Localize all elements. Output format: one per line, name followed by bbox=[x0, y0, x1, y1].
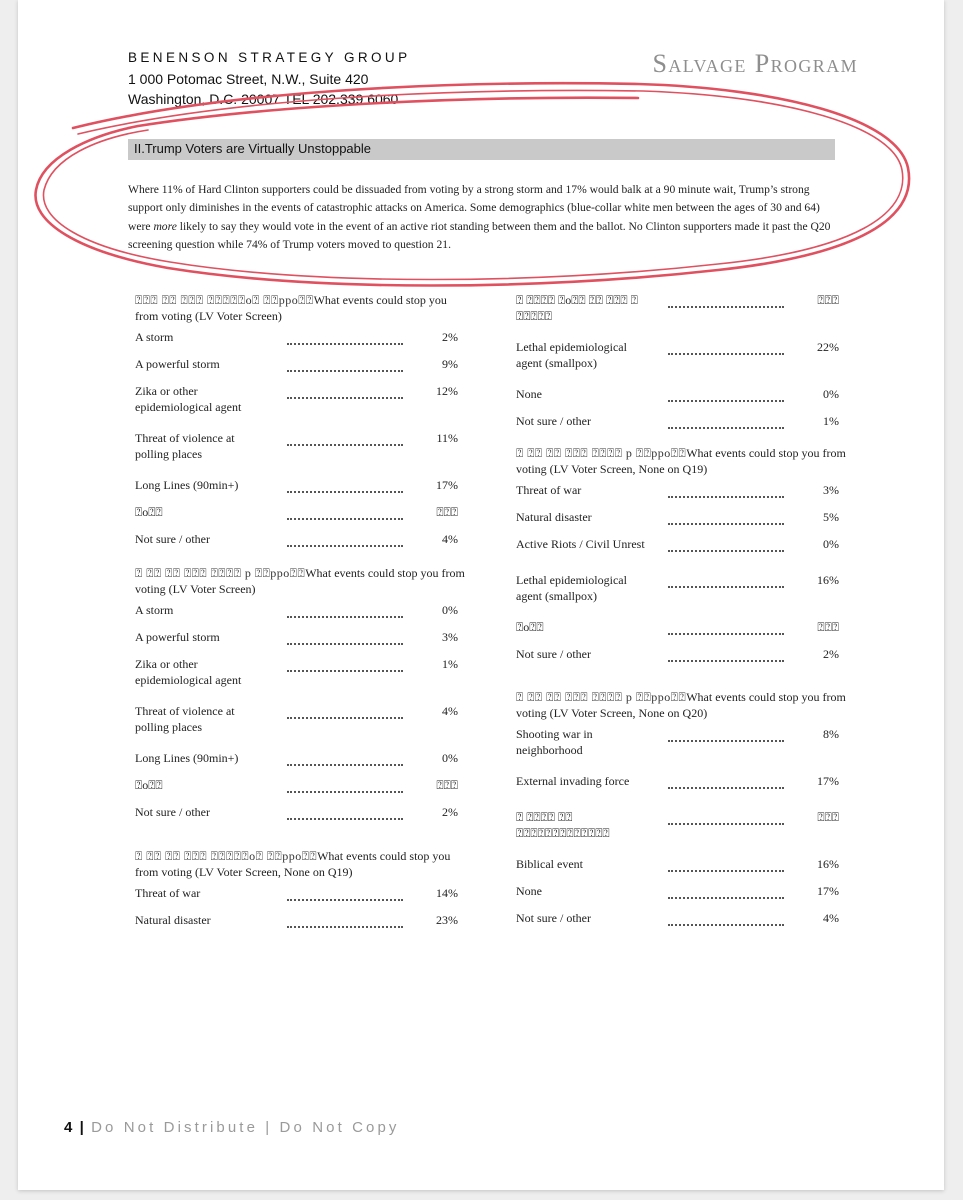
answer-percent: 0% bbox=[442, 751, 458, 765]
answer-row bbox=[135, 751, 465, 771]
address-line-1: 1 000 Potomac Street, N.W., Suite 420 bbox=[128, 71, 369, 87]
question-block-4 bbox=[516, 293, 846, 441]
answer-percent: 23% bbox=[436, 913, 458, 927]
answer-row bbox=[516, 620, 846, 640]
firm-name: BENENSON STRATEGY GROUP bbox=[128, 50, 411, 65]
program-title: Salvage Program bbox=[652, 49, 858, 78]
answer-row bbox=[135, 384, 465, 415]
dot-leader bbox=[668, 513, 784, 525]
answer-label: Shooting war in neighborhood bbox=[516, 727, 593, 757]
answer-row bbox=[516, 293, 846, 324]
answer-label: Active Riots / Civil Unrest bbox=[516, 537, 645, 551]
dot-leader bbox=[287, 781, 403, 793]
answer-percent: 3% bbox=[823, 483, 839, 497]
answer-percent: 2% bbox=[442, 805, 458, 819]
answer-row bbox=[135, 778, 465, 798]
dot-leader bbox=[287, 808, 403, 820]
question-label: What events could stop you from voting (LV Voter Screen) bbox=[135, 293, 447, 323]
answer-row bbox=[516, 387, 846, 407]
question-label: What events could stop you from voting (LV Voter Screen, None on Q19) bbox=[516, 446, 846, 476]
dot-leader bbox=[668, 417, 784, 429]
footer-text: Do Not Distribute | Do Not Copy bbox=[91, 1119, 400, 1136]
answer-percent: 12% bbox=[436, 384, 458, 398]
answer-row bbox=[516, 727, 846, 758]
answer-row bbox=[135, 913, 465, 933]
dot-leader bbox=[668, 914, 784, 926]
answer-label: ⍰ ⍰⍰⍰⍰ ⍰o⍰⍰ ⍰⍰ ⍰⍰⍰ ⍰ ⍰⍰⍰⍰⍰ bbox=[516, 293, 638, 323]
dot-leader bbox=[668, 730, 784, 742]
dot-leader bbox=[668, 486, 784, 498]
answer-percent: 4% bbox=[442, 532, 458, 546]
answer-row bbox=[516, 537, 846, 557]
garbled-question-id: ⍰⍰⍰ ⍰⍰ ⍰⍰⍰ ⍰⍰⍰⍰⍰o⍰ ⍰⍰ppo⍰⍰ bbox=[135, 293, 314, 307]
question-block-1 bbox=[135, 293, 465, 559]
answer-label: A storm bbox=[135, 603, 174, 617]
question-label: What events could stop you from voting (LV Voter Screen, None on Q19) bbox=[135, 849, 451, 879]
answer-label: Not sure / other bbox=[135, 805, 210, 819]
answer-percent: 17% bbox=[817, 774, 839, 788]
question-label: What events could stop you from voting (LV Voter Screen, None on Q20) bbox=[516, 690, 846, 720]
answer-row bbox=[135, 704, 465, 735]
dot-leader bbox=[287, 333, 403, 345]
question-label: What events could stop you from voting (LV Voter Screen) bbox=[135, 566, 465, 596]
answer-label: Natural disaster bbox=[516, 510, 592, 524]
dot-leader bbox=[668, 390, 784, 402]
dot-leader bbox=[668, 343, 784, 355]
answer-row bbox=[516, 857, 846, 877]
answer-label: Lethal epidemiological agent (smallpox) bbox=[516, 573, 627, 603]
dot-leader bbox=[287, 387, 403, 399]
dot-leader bbox=[668, 623, 784, 635]
dot-leader bbox=[668, 860, 784, 872]
dot-leader bbox=[668, 887, 784, 899]
answer-row bbox=[135, 505, 465, 525]
answer-label: None bbox=[516, 387, 542, 401]
answer-row bbox=[516, 414, 846, 434]
question-block-5 bbox=[516, 446, 846, 674]
dot-leader bbox=[287, 481, 403, 493]
answer-row bbox=[516, 774, 846, 794]
answer-row bbox=[135, 805, 465, 825]
answer-row bbox=[135, 532, 465, 552]
answer-row bbox=[135, 330, 465, 350]
answer-row bbox=[135, 431, 465, 462]
dot-leader bbox=[668, 777, 784, 789]
dot-leader bbox=[287, 707, 403, 719]
answer-label: Not sure / other bbox=[135, 532, 210, 546]
answer-label: Natural disaster bbox=[135, 913, 211, 927]
dot-leader bbox=[287, 508, 403, 520]
answer-percent: ⍰⍰⍰ bbox=[436, 778, 458, 792]
answer-percent: 2% bbox=[442, 330, 458, 344]
answer-percent: 11% bbox=[436, 431, 458, 445]
question-text bbox=[135, 293, 465, 324]
dot-leader bbox=[668, 296, 784, 308]
answer-percent: 14% bbox=[436, 886, 458, 900]
dot-leader bbox=[287, 633, 403, 645]
answer-label: None bbox=[516, 884, 542, 898]
question-text bbox=[135, 849, 465, 880]
answer-label: Zika or other epidemiological agent bbox=[135, 384, 242, 414]
answer-percent: ⍰⍰⍰ bbox=[817, 620, 839, 634]
section-heading-bar bbox=[128, 139, 835, 160]
dot-leader bbox=[668, 540, 784, 552]
address-line-2: Washington, D.C. 20007 TEL 202.339.6060 bbox=[128, 91, 399, 107]
garbled-question-id: ⍰ ⍰⍰ ⍰⍰ ⍰⍰⍰ ⍰⍰⍰⍰ p ⍰⍰ppo⍰⍰ bbox=[516, 446, 687, 460]
dot-leader bbox=[287, 889, 403, 901]
answer-percent: 0% bbox=[442, 603, 458, 617]
answer-percent: 5% bbox=[823, 510, 839, 524]
answer-label: Long Lines (90min+) bbox=[135, 478, 239, 492]
answer-label: Threat of violence at polling places bbox=[135, 704, 235, 734]
answer-row bbox=[516, 573, 846, 604]
answer-label: Not sure / other bbox=[516, 414, 591, 428]
answer-percent: 3% bbox=[442, 630, 458, 644]
answer-percent: 22% bbox=[817, 340, 839, 354]
answer-label: ⍰o⍰⍰ bbox=[135, 505, 163, 519]
answer-label: A powerful storm bbox=[135, 630, 220, 644]
question-text bbox=[516, 690, 846, 721]
garbled-question-id: ⍰ ⍰⍰ ⍰⍰ ⍰⍰⍰ ⍰⍰⍰⍰ p ⍰⍰ppo⍰⍰ bbox=[135, 566, 306, 580]
answer-row bbox=[135, 886, 465, 906]
dot-leader bbox=[287, 434, 403, 446]
dot-leader bbox=[668, 813, 784, 825]
answer-percent: ⍰⍰⍰ bbox=[436, 505, 458, 519]
summary-emphasis: more bbox=[153, 219, 177, 233]
answer-percent: ⍰⍰⍰ bbox=[817, 293, 839, 307]
question-text bbox=[135, 566, 465, 597]
answer-row bbox=[516, 884, 846, 904]
summary-part-1: Where 11% of Hard Clinton supporters could be dissuaded from voting by a strong storm and 17% would balk at a 90 minute wait, Trump’s strong support only diminishes in the events of catastrophic attacks on America. Some demographics (blue-collar white men between the ages of 30 and 64) were bbox=[128, 183, 820, 233]
dot-leader bbox=[668, 650, 784, 662]
answer-label: ⍰o⍰⍰ bbox=[516, 620, 544, 634]
document-page bbox=[18, 0, 944, 1190]
answer-percent: 1% bbox=[442, 657, 458, 671]
dot-leader bbox=[287, 754, 403, 766]
answer-label: Threat of war bbox=[516, 483, 582, 497]
answer-label: Threat of violence at polling places bbox=[135, 431, 235, 461]
answer-row bbox=[516, 810, 846, 841]
answer-label: ⍰o⍰⍰ bbox=[135, 778, 163, 792]
answer-percent: 4% bbox=[442, 704, 458, 718]
page-number: 4 bbox=[64, 1119, 73, 1136]
dot-leader bbox=[287, 606, 403, 618]
answer-percent: 17% bbox=[817, 884, 839, 898]
answer-percent: 0% bbox=[823, 537, 839, 551]
summary-part-2: likely to say they would vote in the event of an active riot standing between them and the ballot. No Clinton supporters made it past the Q20 screening question while 74% of Trump voters moved to question 21. bbox=[128, 219, 831, 251]
answer-label: Not sure / other bbox=[516, 911, 591, 925]
dot-leader bbox=[668, 576, 784, 588]
answer-row bbox=[516, 647, 846, 667]
answer-row bbox=[516, 911, 846, 931]
answer-label: Biblical event bbox=[516, 857, 583, 871]
answer-row bbox=[135, 478, 465, 498]
answer-percent: 4% bbox=[823, 911, 839, 925]
answer-percent: 1% bbox=[823, 414, 839, 428]
question-block-6 bbox=[516, 690, 846, 938]
answer-label: Threat of war bbox=[135, 886, 201, 900]
answer-percent: 17% bbox=[436, 478, 458, 492]
garbled-question-id: ⍰ ⍰⍰ ⍰⍰ ⍰⍰⍰ ⍰⍰⍰⍰ p ⍰⍰ppo⍰⍰ bbox=[516, 690, 687, 704]
answer-label: A storm bbox=[135, 330, 174, 344]
dot-leader bbox=[287, 660, 403, 672]
answer-row bbox=[516, 340, 846, 371]
question-block-3 bbox=[135, 849, 465, 940]
answer-percent: 16% bbox=[817, 857, 839, 871]
answer-percent: 0% bbox=[823, 387, 839, 401]
footer-separator: | bbox=[79, 1119, 84, 1136]
answer-percent: 8% bbox=[823, 727, 839, 741]
answer-row bbox=[135, 357, 465, 377]
answer-row bbox=[135, 657, 465, 688]
question-text bbox=[516, 446, 846, 477]
answer-label: Long Lines (90min+) bbox=[135, 751, 239, 765]
answer-label: Zika or other epidemiological agent bbox=[135, 657, 242, 687]
dot-leader bbox=[287, 916, 403, 928]
section-summary bbox=[128, 181, 840, 254]
section-title: II.Trump Voters are Virtually Unstoppable bbox=[134, 141, 372, 156]
answer-label: External invading force bbox=[516, 774, 630, 788]
dot-leader bbox=[287, 360, 403, 372]
answer-row bbox=[135, 603, 465, 623]
dot-leader bbox=[287, 535, 403, 547]
answer-label: A powerful storm bbox=[135, 357, 220, 371]
answer-label: Lethal epidemiological agent (smallpox) bbox=[516, 340, 627, 370]
answer-percent: 9% bbox=[442, 357, 458, 371]
answer-percent: ⍰⍰⍰ bbox=[817, 810, 839, 824]
question-block-2 bbox=[135, 566, 465, 832]
answer-row bbox=[516, 483, 846, 503]
answer-percent: 2% bbox=[823, 647, 839, 661]
answer-percent: 16% bbox=[817, 573, 839, 587]
answer-row bbox=[516, 510, 846, 530]
answer-label: Not sure / other bbox=[516, 647, 591, 661]
firm-address bbox=[128, 69, 398, 109]
page-footer bbox=[64, 1119, 400, 1136]
answer-label: ⍰ ⍰⍰⍰⍰ ⍰⍰ ⍰⍰⍰⍰⍰⍰⍰⍰⍰⍰⍰⍰⍰ bbox=[516, 810, 610, 840]
garbled-question-id: ⍰ ⍰⍰ ⍰⍰ ⍰⍰⍰ ⍰⍰⍰⍰⍰o⍰ ⍰⍰ppo⍰⍰ bbox=[135, 849, 318, 863]
answer-row bbox=[135, 630, 465, 650]
